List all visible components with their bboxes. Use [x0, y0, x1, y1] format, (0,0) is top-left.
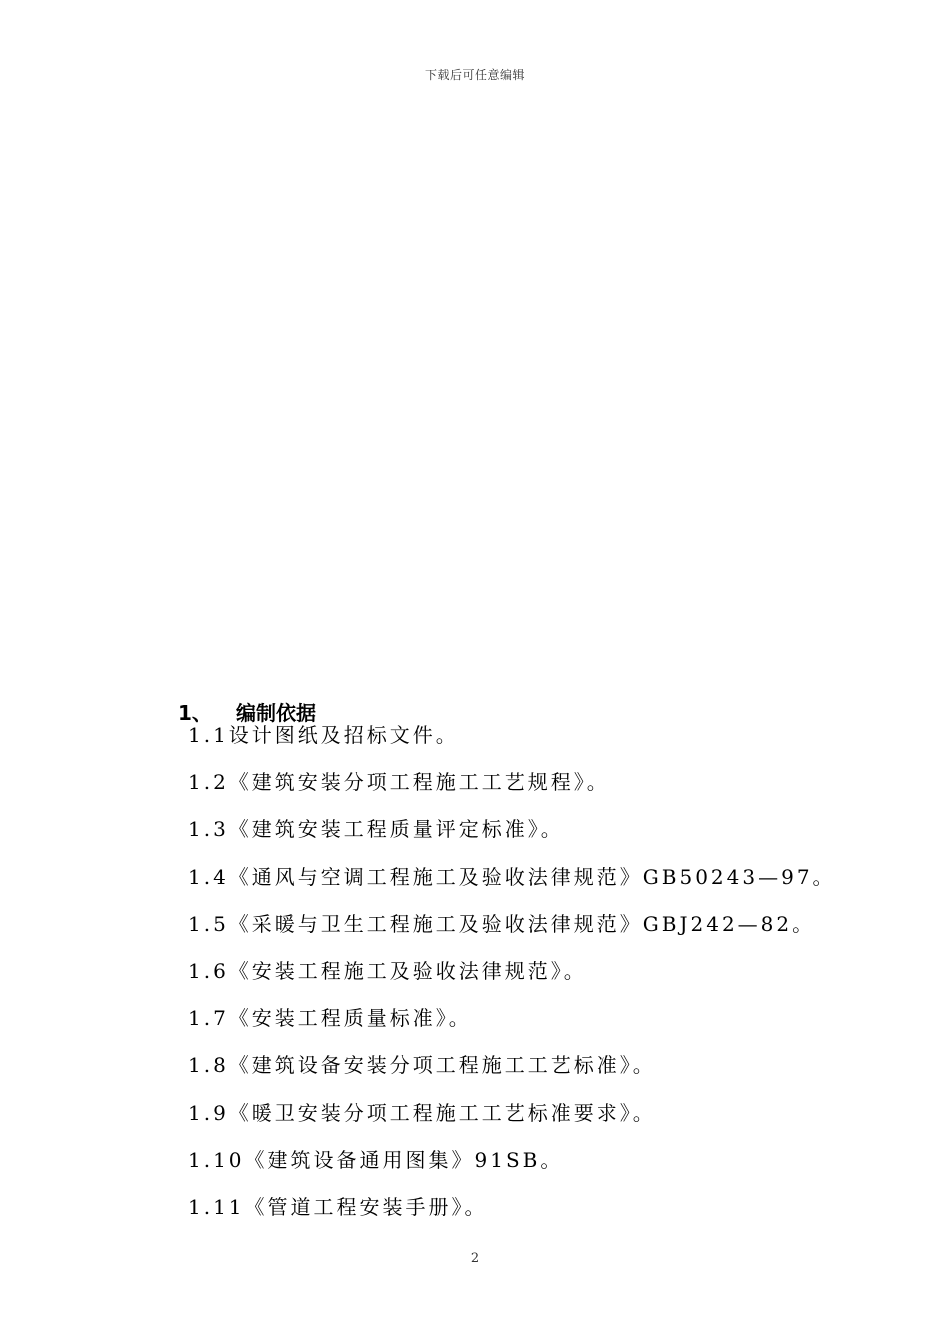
list-item: 1.5《采暖与卫生工程施工及验收法律规范》GBJ242—82。 — [188, 911, 816, 936]
list-item: 1.8《建筑设备安装分项工程施工工艺标准》。 — [188, 1053, 656, 1078]
list-item: 1.10《建筑设备通用图集》91SB。 — [188, 1147, 564, 1172]
list-item: 1.2《建筑安装分项工程施工工艺规程》。 — [188, 770, 610, 795]
section-number: 1、 — [178, 701, 212, 725]
list-item: 1.4《通风与空调工程施工及验收法律规范》GB50243—97。 — [188, 864, 836, 889]
list-item: 1.11《管道工程安装手册》。 — [188, 1194, 488, 1219]
section-title: 编制依据 — [236, 701, 316, 725]
reference-list — [188, 723, 836, 1242]
list-item: 1.7《安装工程质量标准》。 — [188, 1006, 472, 1031]
page-number: 2 — [470, 1251, 480, 1266]
section-heading — [178, 697, 316, 726]
list-item: 1.1设计图纸及招标文件。 — [188, 723, 459, 747]
list-item: 1.9《暖卫安装分项工程施工工艺标准要求》。 — [188, 1100, 656, 1125]
list-item: 1.6《安装工程施工及验收法律规范》。 — [188, 958, 587, 983]
list-item: 1.3《建筑安装工程质量评定标准》。 — [188, 817, 564, 842]
header-note: 下载后可任意编辑 — [424, 68, 525, 82]
